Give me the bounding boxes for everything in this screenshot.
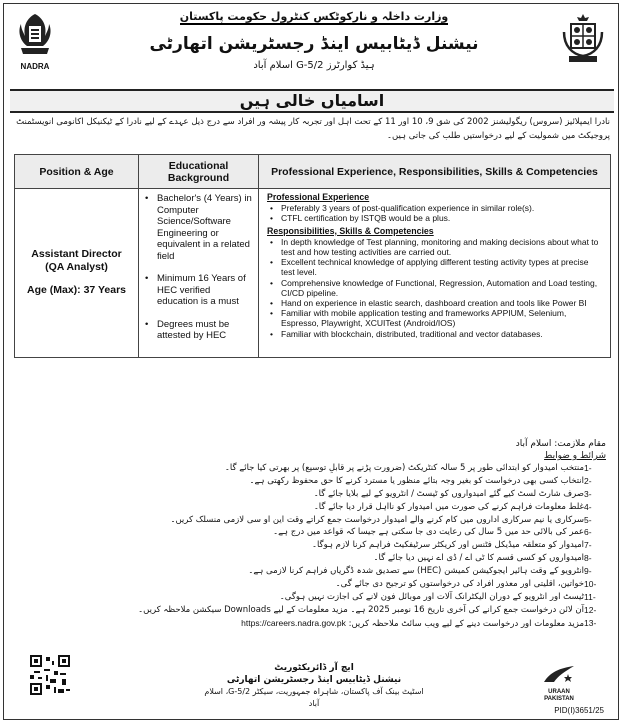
list-item: 9- انٹرویو کے وقت ہائیر ایجوکیشن کمیشن (HEC) سے تصدیق شدہ ڈگریاں فراہم کرنا لازمی ہے۔ <box>248 566 592 577</box>
list-item: 5- سرکاری یا نیم سرکاری اداروں میں کام کرنے والے امیدوار درخواست جمع کراتے وقت این او سی لازمی منسلک کریں۔ <box>170 514 592 525</box>
careers-link[interactable]: https://careers.nadra.gov.pk <box>241 617 346 628</box>
header-education: Educational Background <box>139 155 259 189</box>
authority-title: نیشنل ڈیٹابیس اینڈ رجسٹریشن اتھارٹی <box>149 34 479 54</box>
table-row <box>15 189 611 358</box>
skill-item: • Excellent technical knowledge of applying different testing activity types at precise test level. <box>267 257 604 277</box>
state-emblem-icon <box>560 12 606 64</box>
experience-item: • Preferably 3 years of post-qualification experience in similar role(s). <box>267 203 604 213</box>
vacancies-banner: اسامیاں خالی ہیں <box>10 89 614 113</box>
uraan-pakistan-logo <box>529 664 589 703</box>
list-item: 12- آن لائن درخواست جمع کرانے کی آخری تاریخ 16 نومبر 2025 ہے۔ مزید معلومات کے لیے Downloads سیکشن ملاحظہ کریں۔ <box>138 604 597 615</box>
skill-item: • Comprehensive knowledge of Functional, Regression, Automation and Load testing, CI/CD pipeline. <box>267 278 604 298</box>
signature-line: ایچ آر ڈائریکٹوریٹ <box>274 663 354 673</box>
experience-cell <box>259 189 611 358</box>
experience-item: • CTFL certification by ISTQB would be a plus. <box>267 213 604 223</box>
position-title: Assistant Director <box>31 248 122 261</box>
signature-line: نیشنل ڈیٹابیس اینڈ رجسٹریشن اتھارٹی <box>226 675 402 685</box>
advertisement-page <box>3 3 619 720</box>
nadra-emblem-icon <box>15 12 55 56</box>
state-emblem <box>560 12 606 64</box>
header-position: Position & Age <box>15 155 139 189</box>
skill-item: • Familiar with blockchain, distributed, traditional and vector databases. <box>267 329 604 339</box>
job-location <box>516 438 606 462</box>
list-item: 8- امیدواروں کو کسی قسم کا ٹی اے / ڈی اے نہیں دیا جائے گا۔ <box>373 553 592 564</box>
education-item: • Degrees must be attested by HEC <box>145 319 254 342</box>
list-item: 11- ٹیسٹ اور انٹرویو کے دوران الیکٹرانک آلات اور موبائل فون لانے کی اجازت نہیں ہوگی۔ <box>279 591 596 602</box>
list-item: 4- غلط معلومات فراہم کرنے کی صورت میں امیدوار کو نااہل قرار دیا جائے گا۔ <box>313 501 592 512</box>
max-age: Age (Max): 37 Years <box>26 284 127 297</box>
nadra-logo <box>14 12 56 70</box>
authority-address: ہیڈ کوارٹرز G-5/2 اسلام آباد <box>253 60 375 71</box>
list-item: 13- مزید معلومات اور درخواست دینے کے لیے ویب سائٹ ملاحظہ کریں: https://careers.nadra.gov.pk <box>241 617 597 629</box>
list-item: 2- انتخاب کسی بھی درخواست کو بغیر وجہ بتائے منظور یا مسترد کرنے کا حق محفوظ رکھتی ہے۔ <box>249 475 592 486</box>
pid-number: PID(I)3651/25 <box>554 706 604 715</box>
terms-heading: شرائط و ضوابط <box>544 451 606 461</box>
position-cell <box>15 189 139 358</box>
education-cell <box>139 189 259 358</box>
education-item: • Minimum 16 Years of HEC verified education is a must <box>145 273 254 308</box>
uraan-star-icon <box>542 664 576 684</box>
skills-heading: Responsibilities, Skills & Competencies <box>267 225 434 236</box>
signature-line: اسٹیٹ بینک آف پاکستان، شاہراہ جمہوریت، سیکٹر G-5/2، اسلام آباد <box>204 687 424 708</box>
list-item: 3- صرف شارٹ لسٹ کیے گئے امیدواروں کو ٹیسٹ / انٹرویو کے لیے بلایا جائے گا۔ <box>313 488 592 499</box>
ministry-title: وزارت داخلہ و نارکوٹکس کنٹرول حکومت پاکستان <box>179 10 449 23</box>
intro-paragraph: نادرا ایمپلائیز (سروس) ریگولیشنز 2002 کی شق 9، 10 اور 11 کے تحت اہل اور تجربہ کار پیشہ ور افراد سے درج ذیل عہدے کے لیے نادرا کے ٹیکنیکل اکانومی انویسٹمنٹ پروجیکٹ میں شمولیت کے لیے درخواستیں طلب کی جاتی ہیں۔ <box>16 117 610 141</box>
table-header-row <box>15 155 611 189</box>
list-item: 6- عمر کی بالائی حد میں 5 سال کی رعایت دی جا سکتی ہے جیسا کہ قواعد میں درج ہے۔ <box>273 527 592 538</box>
job-table <box>14 154 611 358</box>
list-item: 1- منتخب امیدوار کو ابتدائی طور پر 5 سالہ کنٹریکٹ (ضرورت پڑنے پر قابلِ توسیع) پر بھرتی کیا جائے گا۔ <box>224 463 592 473</box>
uraan-line: PAKISTAN <box>544 696 574 702</box>
position-subtitle: (QA Analyst) <box>45 261 108 274</box>
signature-block <box>204 662 424 710</box>
conditions-list <box>14 462 610 630</box>
uraan-line: URAAN <box>548 689 570 695</box>
header-experience: Professional Experience, Responsibilities, Skills & Competencies <box>259 155 611 189</box>
skill-item: • Hand on experience in elastic search, dashboard creation and tools like Power BI <box>267 298 604 308</box>
location-line: مقام ملازمت: اسلام آباد <box>515 439 606 449</box>
list-item: 10- خواتین، اقلیتی اور معذور افراد کی درخواستوں کو ترجیح دی جائے گی۔ <box>335 579 597 590</box>
skill-item: • Familiar with mobile application testing and frameworks APPIUM, Selenium, Espresso, Playwright, XCUITest (Android/IOS) <box>267 308 604 328</box>
nadra-logo-text: NADRA <box>20 62 50 71</box>
list-item: 7- امیدوار کو متعلقہ میڈیکل فٹنس اور کریکٹر سرٹیفکیٹ فراہم کرنا لازم ہوگا۔ <box>311 540 592 551</box>
experience-heading: Professional Experience <box>267 192 370 202</box>
qr-code-icon <box>30 655 70 695</box>
skill-item: • In depth knowledge of Test planning, monitoring and making decisions about what to test and how testing activities are carried out. <box>267 237 604 257</box>
education-item: • Bachelor's (4 Years) in Computer Science/Software Engineering or equivalent in a related field <box>145 193 254 262</box>
